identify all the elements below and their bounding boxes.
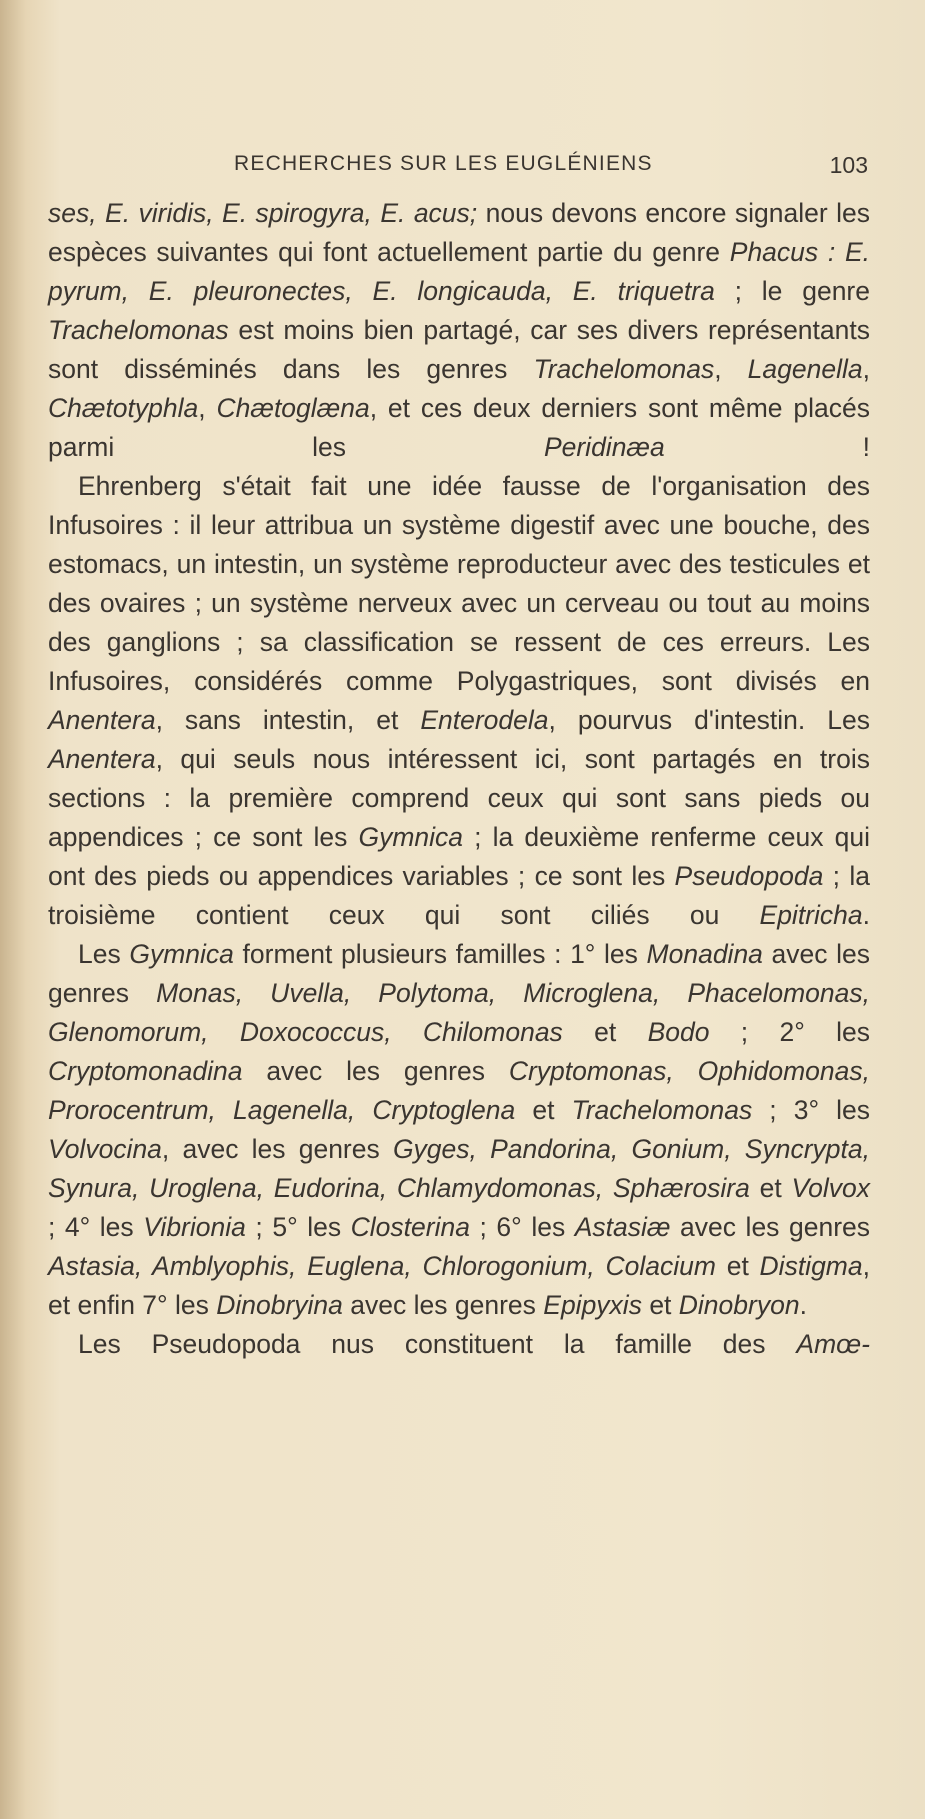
- text-run: , qui seuls nous intéressent ici, sont partagés en trois sections : la première comprend ceux qui sont sans pieds ou appendices ; ce sont les: [48, 744, 870, 852]
- text-run: Les Pseudopoda nus constituent la famille des: [78, 1329, 797, 1359]
- italic-term: Enterodela: [420, 705, 549, 735]
- italic-term: Cryptomonas, Ophidomonas, Prorocentrum, Lagenella, Cryptoglena: [48, 1056, 870, 1125]
- text-run: .: [862, 900, 870, 930]
- paragraph-3: [48, 935, 870, 1325]
- italic-term: Epitricha: [759, 900, 863, 930]
- italic-term: Pseudopoda: [674, 861, 824, 891]
- paragraph-2: [48, 467, 870, 935]
- text-run: et: [715, 1251, 760, 1281]
- page-header: [48, 152, 868, 192]
- italic-term: Distigma: [759, 1251, 863, 1281]
- text-run: et: [562, 1017, 648, 1047]
- text-run: , et enfin 7° les: [48, 1251, 870, 1320]
- italic-term: Monadina: [646, 939, 763, 969]
- italic-term: Chætotyphla: [48, 393, 199, 423]
- italic-term: Gymnica: [129, 939, 234, 969]
- text-run: ; la troisième contient ceux qui sont ciliés ou: [48, 861, 870, 930]
- text-run: , et ces deux derniers sont même placés parmi les: [48, 393, 870, 462]
- text-run: ; 6° les: [469, 1212, 575, 1242]
- paragraph-4: [48, 1325, 870, 1364]
- italic-term: Volvocina: [48, 1134, 162, 1164]
- text-run: , avec les genres: [161, 1134, 393, 1164]
- italic-term: Trachelomonas: [571, 1095, 753, 1125]
- italic-term: Volvox: [791, 1173, 870, 1203]
- text-run: , pourvus d'intestin. Les: [548, 705, 871, 735]
- text-run: ,: [862, 354, 870, 384]
- text-run: forment plusieurs familles : 1° les: [233, 939, 647, 969]
- italic-term: Chætoglæna: [216, 393, 370, 423]
- italic-term: Epipyxis: [543, 1290, 642, 1320]
- page-number: 103: [829, 152, 868, 178]
- text-run: ; 5° les: [245, 1212, 351, 1242]
- italic-term: Monas, Uvella, Polytoma, Microglena, Phacelomonas, Glenomorum, Doxococcus, Chilomonas: [48, 978, 871, 1047]
- italic-term: Cryptomonadina: [48, 1056, 243, 1086]
- italic-term: Anentera: [48, 705, 156, 735]
- text-run: est moins bien partagé, car ses divers représentants sont disséminés dans les genres: [48, 315, 870, 384]
- text-run: , sans intestin, et: [155, 705, 421, 735]
- text-run: ; 2° les: [709, 1017, 870, 1047]
- paragraph-1: [48, 194, 870, 467]
- text-run: ; 3° les: [752, 1095, 871, 1125]
- italic-term: Amœ-: [796, 1329, 870, 1359]
- text-run: et: [515, 1095, 572, 1125]
- italic-term: Astasia, Amblyophis, Euglena, Chlorogonium, Colacium: [48, 1251, 716, 1281]
- text-run: nous devons encore signaler les espèces suivantes qui font actuellement partie du genre: [48, 198, 870, 267]
- italic-term: Astasiæ: [574, 1212, 671, 1242]
- text-run: ; le genre: [714, 276, 870, 306]
- italic-term: Gymnica: [358, 822, 464, 852]
- text-run: Ehrenberg s'était fait une idée fausse de l'organisation des Infusoires : il leur attribua un système digestif avec une bouche, des estomacs, un intestin, un système reproducteur avec des testicules et des ovaires ; un système nerveux avec un cerveau ou tout au moins des ganglions ; sa classification se ressent de ces erreurs. Les Infusoires, considérés comme Polygastriques, sont divisés en: [48, 471, 870, 696]
- italic-term: Bodo: [647, 1017, 710, 1047]
- italic-term: Dinobryina: [216, 1290, 343, 1320]
- text-run: !: [664, 432, 870, 462]
- italic-term: Vibrionia: [143, 1212, 246, 1242]
- italic-term: Gyges, Pandorina, Gonium, Syncrypta, Synura, Uroglena, Eudorina, Chlamydomonas, Sphærosira: [48, 1134, 870, 1203]
- text-run: et: [749, 1173, 792, 1203]
- body-text: [48, 194, 870, 1364]
- running-title: RECHERCHES SUR LES EUGLÉNIENS: [234, 152, 653, 175]
- text-run: ,: [198, 393, 217, 423]
- text-run: ; 4° les: [48, 1212, 144, 1242]
- italic-term: ses, E. viridis, E. spirogyra, E. acus;: [48, 198, 478, 228]
- italic-term: Trachelomonas: [533, 354, 715, 384]
- text-run: avec les genres: [342, 1290, 544, 1320]
- text-run: Les: [78, 939, 130, 969]
- text-run: ; la deuxième renferme ceux qui ont des pieds ou appendices variables ; ce sont les: [48, 822, 870, 891]
- italic-term: Phacus : E. pyrum, E. pleuronectes, E. longicauda, E. triquetra: [48, 237, 870, 306]
- italic-term: Lagenella: [747, 354, 863, 384]
- text-run: avec les genres: [48, 939, 871, 1008]
- italic-term: Dinobryon: [678, 1290, 800, 1320]
- text-run: ,: [714, 354, 748, 384]
- text-run: avec les genres: [242, 1056, 509, 1086]
- text-run: et: [641, 1290, 679, 1320]
- italic-term: Anentera: [48, 744, 156, 774]
- italic-term: Trachelomonas: [48, 315, 229, 345]
- italic-term: Closterina: [350, 1212, 470, 1242]
- text-run: avec les genres: [670, 1212, 871, 1242]
- text-run: .: [799, 1290, 807, 1320]
- italic-term: Peridinæa: [543, 432, 665, 462]
